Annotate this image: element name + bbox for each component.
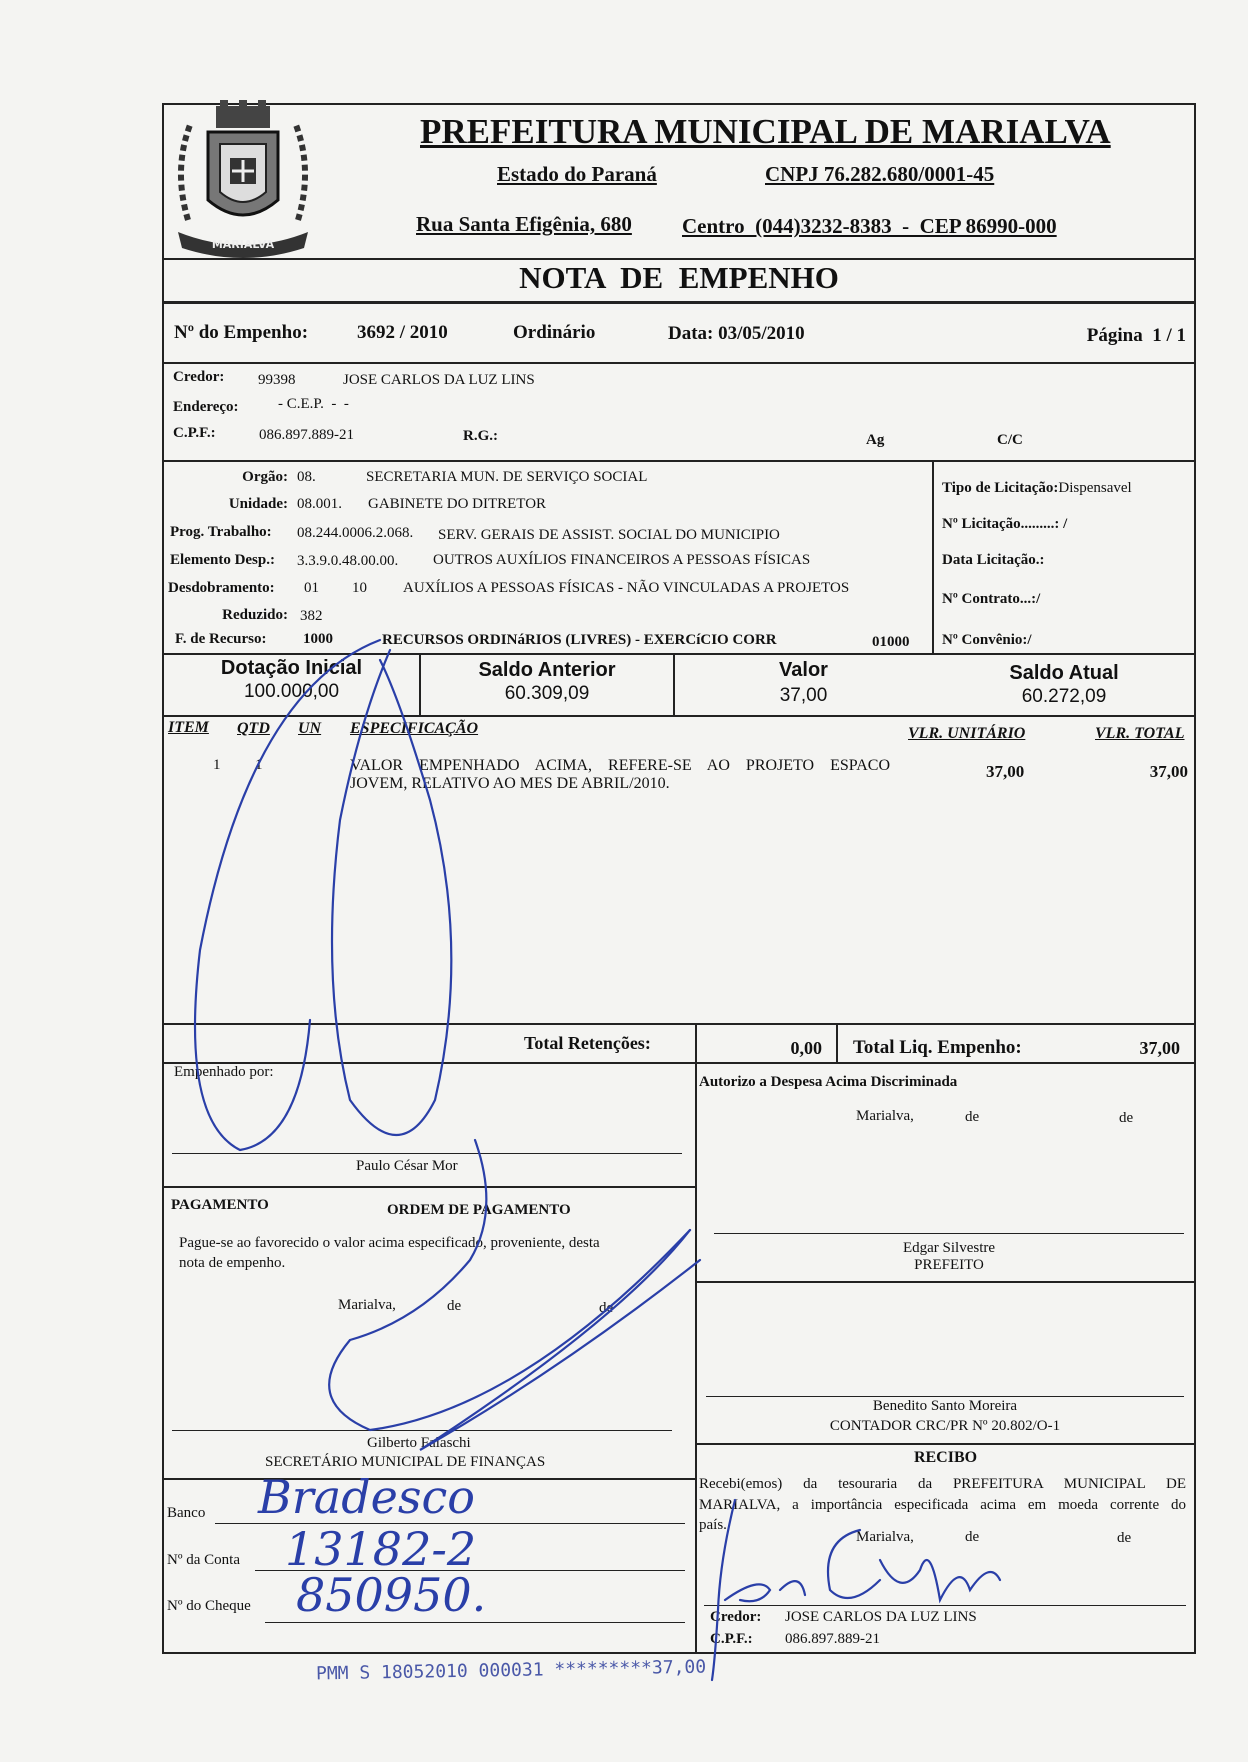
address-label: Endereço: <box>173 399 239 415</box>
pagamento-date-de: de <box>447 1298 462 1314</box>
empenho-date: Data: 03/05/2010 <box>668 323 805 344</box>
pagamento-date-de: de <box>599 1300 614 1316</box>
page-title: PREFEITURA MUNICIPAL DE MARIALVA <box>420 112 1111 151</box>
elemento-label: Elemento Desp.: <box>170 552 275 568</box>
municipal-crest-icon <box>168 100 318 260</box>
liquido-label: Total Liq. Empenho: <box>853 1037 1022 1058</box>
recibo-text: Recebi(emos) da tesouraria da PREFEITURA MUNICIPAL DE <box>699 1476 1186 1492</box>
item-qtd: 1 <box>255 757 263 773</box>
svg-text:MARIALVA: MARIALVA <box>211 238 275 251</box>
credor-code: 99398 <box>258 372 296 388</box>
empenhado-label: Empenhado por: <box>174 1064 274 1080</box>
recibo-date-de: de <box>965 1529 980 1545</box>
contador-name: Benedito Santo Moreira <box>872 1398 1018 1414</box>
empenho-type: Ordinário <box>513 322 596 343</box>
liquido-value: 37,00 <box>1139 1038 1180 1058</box>
divider <box>162 1023 1196 1025</box>
saldo-anterior-label: Saldo Anterior <box>478 659 616 681</box>
autorizo-date-de: de <box>965 1109 980 1125</box>
divider <box>162 715 1196 717</box>
banco-handwritten: Bradesco <box>258 1470 475 1524</box>
col-spec: ESPECIFICAÇÃO <box>350 720 479 737</box>
document-title: NOTA DE EMPENHO <box>519 260 839 295</box>
orgao-desc: SECRETARIA MUN. DE SERVIÇO SOCIAL <box>366 469 648 485</box>
pagamento-city: Marialva, <box>338 1297 396 1313</box>
saldo-atual-value: 60.272,09 <box>1021 686 1107 707</box>
elemento-desc: OUTROS AUXÍLIOS FINANCEIROS A PESSOAS FÍSICAS <box>433 552 811 568</box>
cheque-label: Nº do Cheque <box>167 1598 251 1614</box>
frame-bottom <box>162 1652 1196 1654</box>
autorizo-date-de: de <box>1119 1110 1134 1126</box>
dotacao-value: 100.000,00 <box>243 681 340 702</box>
banco-label: Banco <box>167 1505 206 1521</box>
signature-stroke <box>329 1140 690 1430</box>
cpf-label: C.P.F.: <box>173 425 216 441</box>
ag-label: Ag <box>866 432 885 448</box>
saldo-anterior-value: 60.309,09 <box>504 683 590 704</box>
frame-left <box>162 103 164 1654</box>
retencoes-value: 0,00 <box>790 1038 822 1058</box>
signature-stroke <box>725 1581 805 1601</box>
conta-handwritten: 13182-2 <box>285 1522 477 1576</box>
recurso-number: 01000 <box>872 634 910 650</box>
item-spec: VALOR EMPENHADO ACIMA, REFERE-SE AO PROJETO ESPACO <box>350 757 890 774</box>
divider <box>836 1023 838 1063</box>
recurso-label: F. de Recurso: <box>175 631 267 647</box>
unidade-label: Unidade: <box>228 496 288 512</box>
recurso-code: 1000 <box>303 631 333 647</box>
signature-line <box>172 1153 682 1154</box>
dotacao-label: Dotação Inicial <box>220 657 363 679</box>
item-number: 1 <box>213 757 221 773</box>
prefeito-name: Edgar Silvestre <box>902 1240 996 1256</box>
recibo-heading: RECIBO <box>913 1449 978 1466</box>
credor-name: JOSE CARLOS DA LUZ LINS <box>343 372 535 388</box>
signature-stroke <box>420 1230 700 1450</box>
contador-title: CONTADOR CRC/PR Nº 20.802/O-1 <box>829 1418 1061 1434</box>
divider <box>162 1186 696 1188</box>
pague-text: Pague-se ao favorecido o valor acima especificado, proveniente, desta <box>179 1235 600 1251</box>
pagamento-heading: PAGAMENTO <box>171 1197 269 1213</box>
valor-value: 37,00 <box>779 685 828 706</box>
col-item: ITEM <box>168 719 209 736</box>
unidade-desc: GABINETE DO DITRETOR <box>368 496 547 512</box>
reduzido-value: 382 <box>300 608 323 624</box>
header-state: Estado do Paraná <box>497 162 657 186</box>
secretario-title: SECRETÁRIO MUNICIPAL DE FINANÇAS <box>265 1454 546 1470</box>
cheque-line <box>265 1622 685 1623</box>
pague-text: nota de empenho. <box>179 1255 286 1271</box>
header-contact: Centro (044)3232-8383 - CEP 86990-000 <box>682 214 1057 238</box>
col-total-value: VLR. TOTAL <box>1095 725 1185 742</box>
frame-right <box>1194 103 1196 1654</box>
secretario-name: Gilberto Falaschi <box>367 1435 471 1451</box>
item-total-value: 37,00 <box>1149 762 1188 781</box>
cc-label: C/C <box>997 432 1023 448</box>
recibo-text: país. <box>699 1517 727 1533</box>
page-number: Página 1 / 1 <box>1086 325 1186 346</box>
divider <box>695 1023 697 1653</box>
divider <box>162 362 1196 364</box>
divider <box>162 1062 1196 1064</box>
empenhado-name: Paulo César Mor <box>356 1158 458 1174</box>
address-value: - C.E.P. - - <box>278 396 349 412</box>
prog-desc: SERV. GERAIS DE ASSIST. SOCIAL DO MUNICIPIO <box>438 527 780 543</box>
licitacao-tipo-value: Dispensavel <box>1058 480 1132 496</box>
signature-line <box>706 1396 1184 1397</box>
divider <box>162 301 1196 304</box>
divider <box>695 1281 1196 1283</box>
signature-line <box>714 1233 1184 1234</box>
signature-line <box>704 1605 1186 1606</box>
header-street: Rua Santa Efigênia, 680 <box>416 212 632 236</box>
autorizo-city: Marialva, <box>856 1108 914 1124</box>
rg-label: R.G.: <box>463 428 498 444</box>
prefeito-title: PREFEITO <box>914 1257 984 1273</box>
credor-label: Credor: <box>173 369 225 385</box>
licitacao-tipo <box>942 480 1132 497</box>
reduzido-label: Reduzido: <box>222 607 288 623</box>
desdob-code: 10 <box>352 580 367 596</box>
recibo-city: Marialva, <box>856 1529 914 1545</box>
licitacao-contrato: Nº Contrato...:/ <box>942 591 1041 607</box>
col-unit-value: VLR. UNITÁRIO <box>908 725 1026 742</box>
valor-label: Valor <box>779 659 828 681</box>
col-qtd: QTD <box>237 720 270 737</box>
retencoes-label: Total Retenções: <box>524 1033 651 1053</box>
divider <box>932 460 934 655</box>
item-unit-value: 37,00 <box>986 762 1025 781</box>
orgao-label: Orgão: <box>242 469 288 485</box>
cpf-value: 086.897.889-21 <box>259 427 354 443</box>
conta-label: Nº da Conta <box>167 1552 240 1568</box>
licitacao-tipo-label: Tipo de Licitação: <box>942 480 1059 496</box>
signature-line <box>172 1430 672 1431</box>
saldo-atual-label: Saldo Atual <box>1009 662 1119 684</box>
desdob-label: Desdobramento: <box>168 580 275 596</box>
unidade-code: 08.001. <box>297 496 342 512</box>
empenho-label: Nº do Empenho: <box>174 322 309 343</box>
empenho-number: 3692 / 2010 <box>357 322 448 343</box>
recurso-desc: RECURSOS ORDINáRIOS (LIVRES) - EXERCíCIO CORR <box>382 632 777 648</box>
header-cnpj: CNPJ 76.282.680/0001-45 <box>765 162 995 186</box>
prog-label: Prog. Trabalho: <box>170 524 272 540</box>
autorizo-heading: Autorizo a Despesa Acima Discriminada <box>699 1074 958 1090</box>
recibo-credor-name: JOSE CARLOS DA LUZ LINS <box>785 1609 977 1625</box>
recibo-credor-label: Credor: <box>710 1609 762 1625</box>
orgao-code: 08. <box>297 469 316 485</box>
divider <box>162 460 1196 462</box>
divider <box>695 1443 1196 1445</box>
recibo-cpf-label: C.P.F.: <box>710 1631 753 1647</box>
recibo-text: MARIALVA, a importância especificada acima em moeda corrente do <box>699 1497 1186 1513</box>
cheque-handwritten: 850950. <box>296 1568 487 1622</box>
desdob-desc: AUXÍLIOS A PESSOAS FÍSICAS - NÃO VINCULADAS A PROJETOS <box>403 580 850 596</box>
col-un: UN <box>298 720 322 737</box>
licitacao-numero: Nº Licitação.........: / <box>942 516 1068 532</box>
licitacao-data: Data Licitação.: <box>942 552 1045 568</box>
ordem-pagamento-heading: ORDEM DE PAGAMENTO <box>387 1202 571 1218</box>
licitacao-convenio: Nº Convênio:/ <box>942 632 1032 648</box>
desdob-code: 01 <box>304 580 319 596</box>
elemento-code: 3.3.9.0.48.00.00. <box>297 553 399 569</box>
payment-stamp: PMM S 18052010 000031 *********37,00 <box>315 1656 707 1685</box>
prog-code: 08.244.0006.2.068. <box>297 525 414 541</box>
recibo-date-de: de <box>1117 1530 1132 1546</box>
divider <box>162 653 1196 655</box>
item-spec: JOVEM, RELATIVO AO MES DE ABRIL/2010. <box>350 775 670 792</box>
recibo-cpf-value: 086.897.889-21 <box>785 1631 880 1647</box>
